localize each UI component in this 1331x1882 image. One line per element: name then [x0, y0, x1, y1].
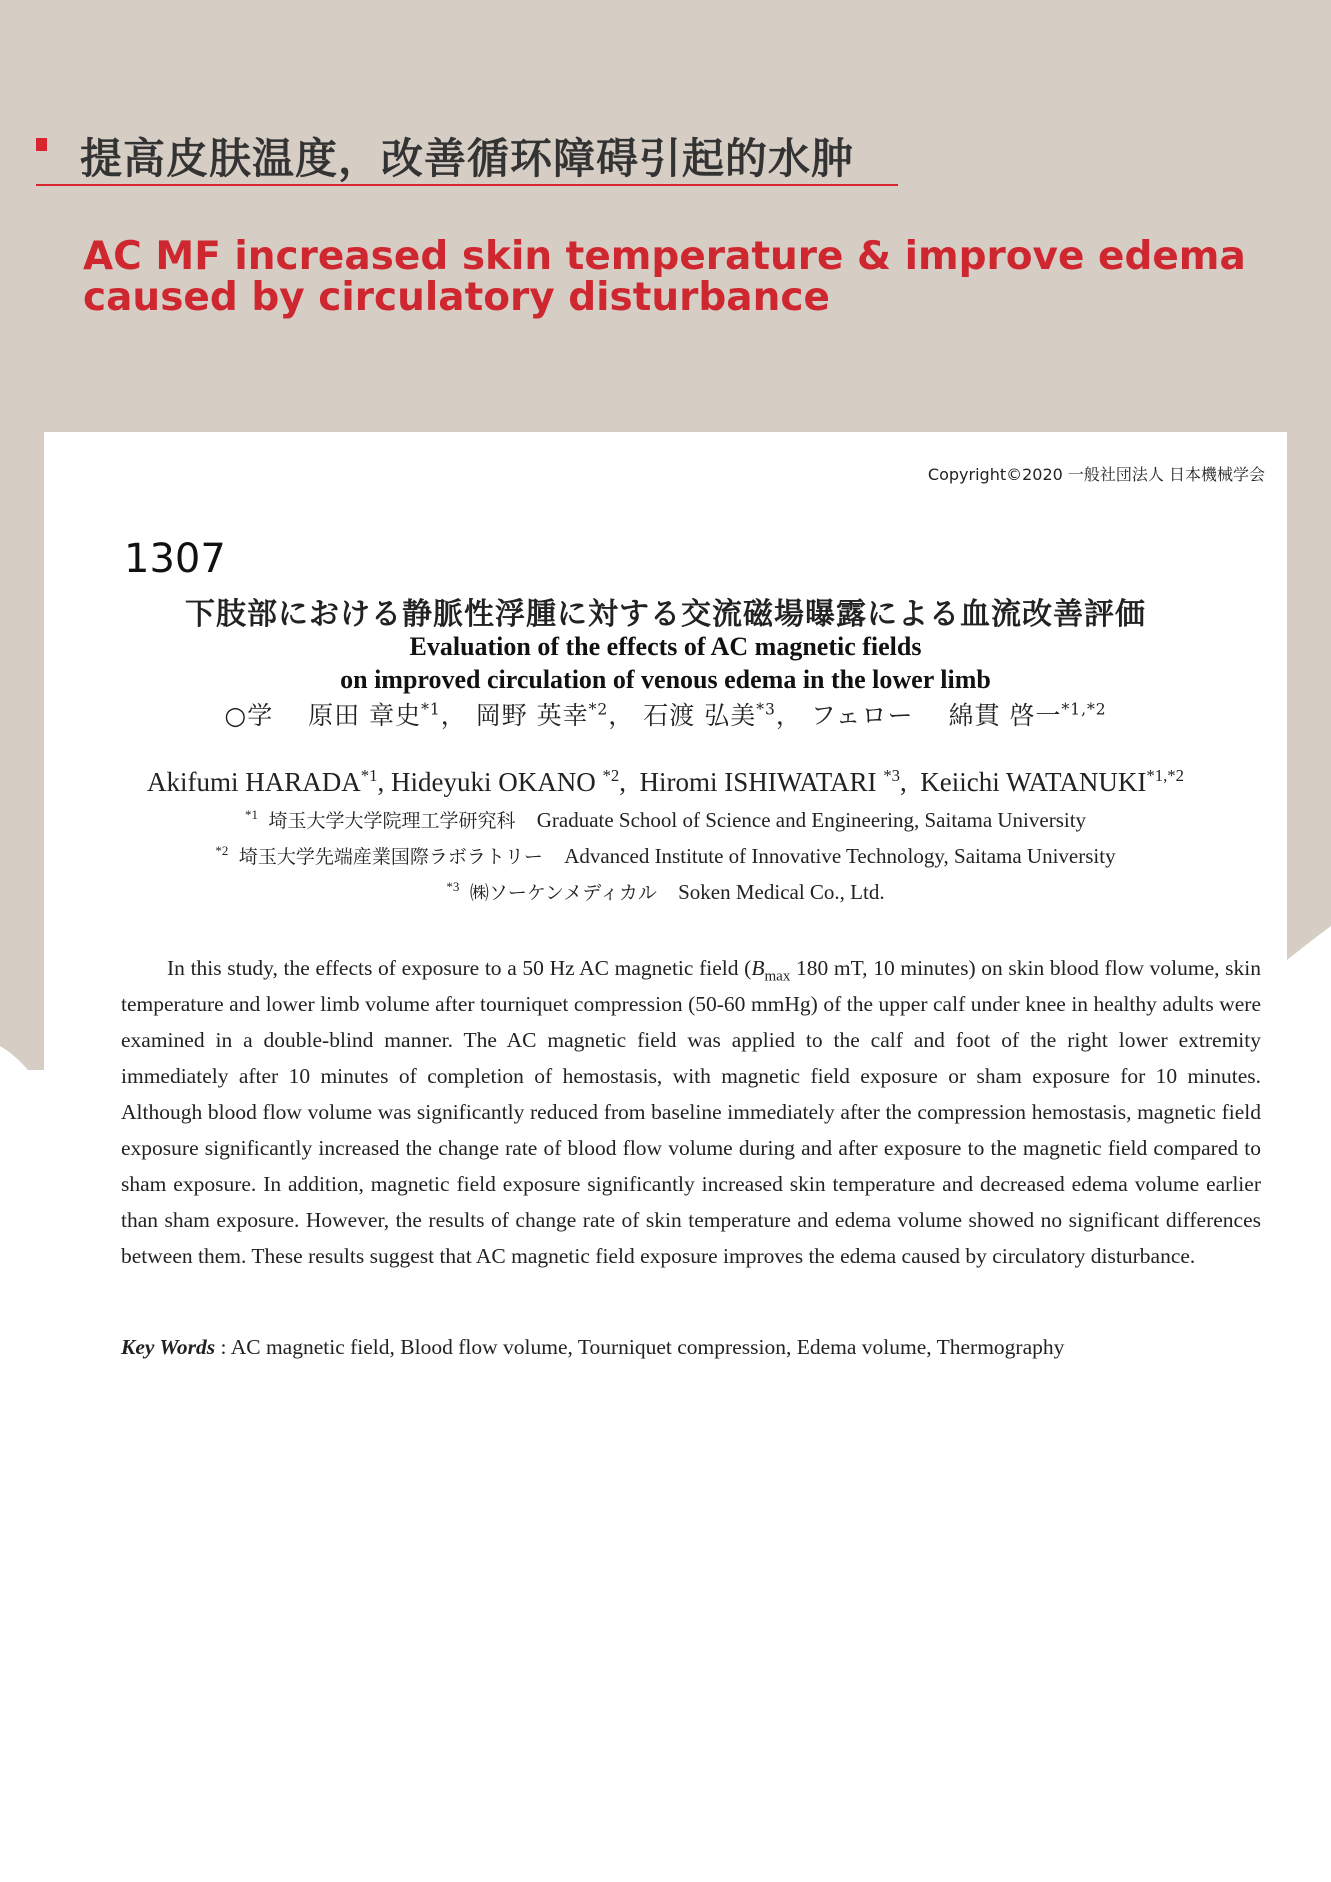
affiliation-en: Advanced Institute of Innovative Technology, Saitama University	[564, 844, 1116, 868]
cn-heading: 提高皮肤温度，改善循环障碍引起的水肿	[80, 134, 855, 183]
keywords	[121, 1335, 1261, 1360]
en-author-4-mark: *1,*2	[1146, 766, 1184, 785]
paper-number: 1307	[124, 536, 226, 582]
jp-author-1-mark: *1	[421, 700, 441, 719]
en-author-3-mark: *3	[883, 766, 901, 785]
en-authors: Akifumi HARADA$^{*1}$, Hideyuki OKANO $^{*2}$, Hiromi ISHIWATARI $^{*3}$, Keiichi $WATANUKI^{*1,*2}$	[147, 766, 1184, 797]
jp-author-2: 岡野 英幸	[475, 701, 589, 730]
jp-author-prefix: ○学	[224, 701, 300, 730]
en-author-2-mark: *2	[602, 766, 620, 785]
en-author-2: Hideyuki OKANO	[391, 767, 596, 797]
jp-author-sep: ，	[775, 701, 802, 730]
affiliation-en: Soken Medical Co., Ltd.	[678, 880, 885, 904]
en-author-1-mark: *1	[360, 766, 378, 785]
affiliation-2	[44, 842, 1287, 869]
jp-author-sep: ，	[440, 701, 467, 730]
red-bullet-marker	[36, 138, 47, 151]
affiliation-1	[44, 806, 1287, 833]
keywords-list: AC magnetic field, Blood flow volume, Tourniquet compression, Edema volume, Thermography	[230, 1335, 1065, 1359]
affiliation-jp: 埼玉大学大学院理工学研究科	[268, 810, 516, 832]
affiliation-jp: ㈱ソーケンメディカル	[469, 882, 657, 904]
affiliation-jp: 埼玉大学先端産業国際ラボラトリー	[238, 846, 543, 868]
jp-author-2-mark: *2	[588, 700, 609, 719]
abstract-part-2: 180 mT, 10 minutes) on skin blood flow volume, skin temperature and lower limb volume after tourniquet compression (50-60 mmHg) of the upper calf under knee in healthy adults were examined in a double-blind manner. The AC magnetic field was applied to the calf and foot of the right lower extremity immediately after 10 minutes of completion of hemostasis, with magnetic field exposure or sham exposure for 10 minutes. Although blood flow volume was significantly reduced from baseline immediately after the compression hemostasis, magnetic field exposure significantly increased the change rate of blood flow volume during and after exposure to the magnetic field compared to sham exposure. In addition, magnetic field exposure significantly increased skin temperature and decreased edema volume earlier than sham exposure. However, the results of change rate of skin temperature and edema volume showed no significant differences between them. These results suggest that AC magnetic field exposure improves the edema caused by circulatory disturbance.	[121, 956, 1261, 1268]
jp-authors	[44, 696, 1287, 732]
keywords-separator: :	[215, 1335, 231, 1359]
wave-right	[1287, 926, 1331, 1070]
en-title-line-1: Evaluation of the effects of AC magnetic fields	[409, 632, 922, 661]
paper-abstract-page	[44, 432, 1287, 1882]
en-heading: AC MF increased skin temperature & improve edema caused by circulatory disturbance	[83, 234, 1246, 320]
en-title-line-2: on improved circulation of venous edema in the lower limb	[340, 665, 991, 694]
affiliation-mark: *3	[446, 879, 460, 894]
abstract-part-1: In this study, the effects of exposure to a 50 Hz AC magnetic field (	[167, 956, 752, 980]
abstract-bmax-subscript: max	[764, 968, 791, 985]
jp-author-4-mark: *1,*2	[1061, 700, 1107, 719]
affiliation-mark: *2	[215, 843, 229, 858]
abstract-text	[121, 950, 1261, 1274]
en-author-1: Akifumi HARADA	[147, 767, 361, 797]
jp-author-sep: ，	[608, 701, 635, 730]
keywords-label: Key Words	[121, 1335, 216, 1359]
jp-author-4: 綿貫 啓一	[948, 701, 1062, 730]
jp-title: 下肢部における静脈性浮腫に対する交流磁場曝露による血流改善評価	[185, 597, 1146, 632]
jp-author-1: 原田 章史	[308, 701, 422, 730]
en-author-3: Hiromi ISHIWATARI	[639, 767, 877, 797]
affiliation-mark: *1	[244, 807, 258, 822]
affiliation-en: Graduate School of Science and Engineering, Saitama University	[536, 808, 1087, 832]
abstract-bmax-symbol: B	[751, 956, 765, 980]
wave-left	[0, 1046, 28, 1070]
affiliation-3	[44, 878, 1287, 905]
en-author-4: Keiichi WATANUKI	[920, 767, 1147, 797]
jp-fellow-label: フェロー	[810, 701, 914, 730]
jp-author-3-mark: *3	[756, 700, 776, 719]
jp-author-3: 石渡 弘美	[643, 701, 757, 730]
copyright-notice: Copyright©2020 一般社団法人 日本機械学会	[927, 465, 1265, 484]
heading-underline	[36, 184, 898, 186]
